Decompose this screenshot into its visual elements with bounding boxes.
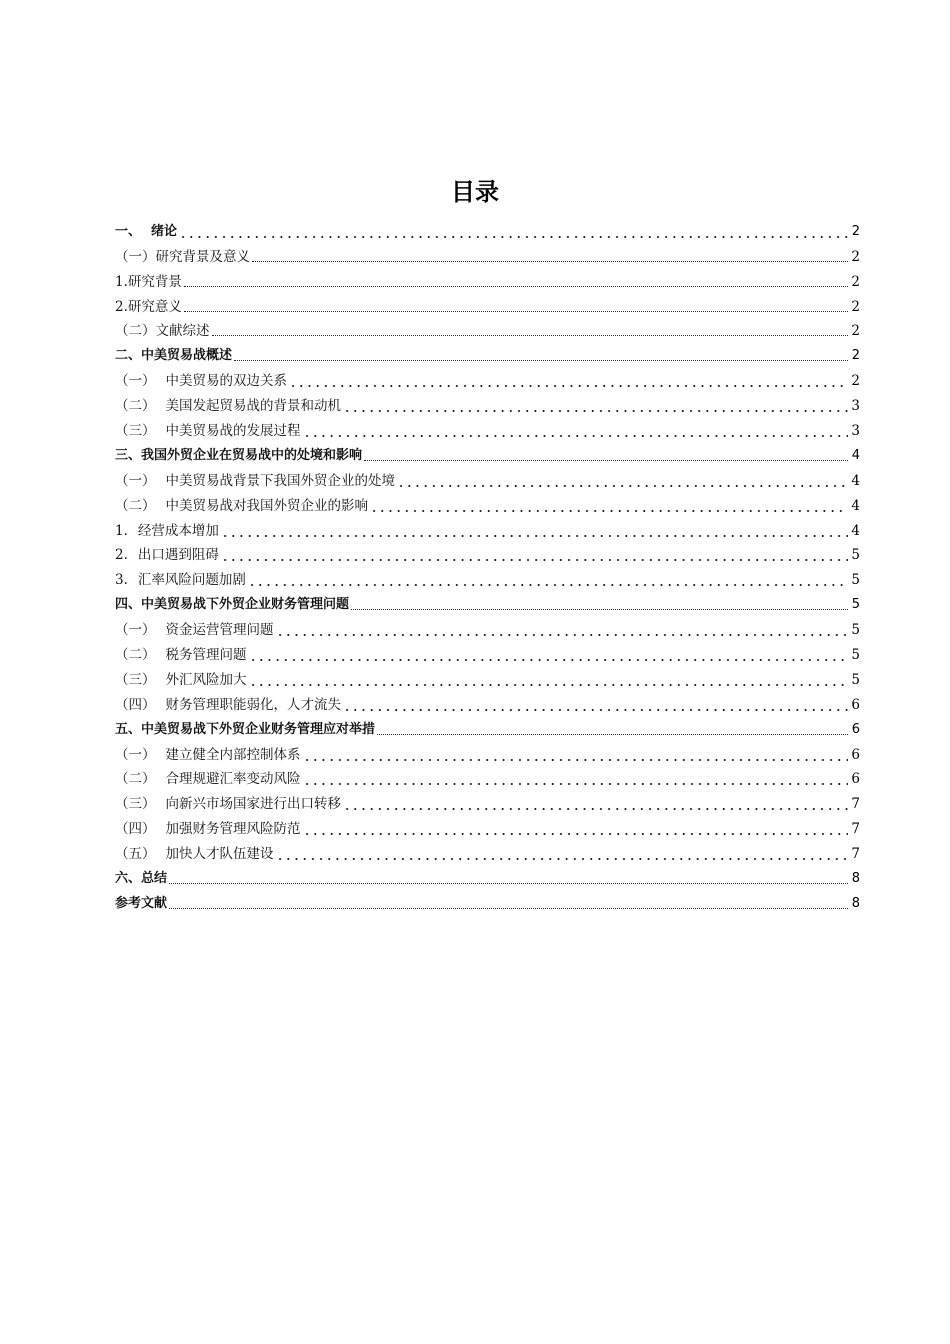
toc-page-number: 7 xyxy=(851,796,860,813)
toc-entry[interactable] xyxy=(115,739,860,764)
toc-entry-title xyxy=(115,422,301,440)
toc-page-number: 2 xyxy=(851,248,860,265)
toc-entry-title xyxy=(115,248,250,266)
toc-entry-number: 三、 xyxy=(115,447,142,463)
toc-entry-number: （一） xyxy=(115,248,156,265)
toc-entry[interactable] xyxy=(115,689,860,714)
dot-leader xyxy=(377,728,848,735)
dot-leader xyxy=(249,648,849,662)
toc-page-number: 6 xyxy=(851,696,860,713)
toc-page-number: 6 xyxy=(851,746,860,763)
toc-page-number: 2 xyxy=(851,223,860,239)
toc-entry-number: 2. xyxy=(115,298,128,315)
toc-entry-number: （一） xyxy=(115,472,156,489)
toc-page-number: 5 xyxy=(851,647,860,664)
toc-entry[interactable] xyxy=(115,788,860,813)
toc-entry-label: 研究背景 xyxy=(127,273,182,290)
toc-entry-number: 1. xyxy=(115,522,128,539)
toc-entry[interactable] xyxy=(115,440,860,465)
dot-leader xyxy=(276,623,849,637)
toc-entry[interactable] xyxy=(115,813,860,838)
toc-entry-label: 中美贸易战概述 xyxy=(141,348,233,364)
toc-entry-label: 绪论 xyxy=(151,223,178,239)
toc-entry[interactable] xyxy=(115,888,860,913)
toc-entry-number: 3. xyxy=(115,572,128,589)
toc-entry-title xyxy=(115,721,375,739)
toc-page-number: 7 xyxy=(851,821,860,838)
toc-entry[interactable] xyxy=(115,216,860,241)
toc-entry-label: 税务管理问题 xyxy=(165,647,247,664)
toc-entry-label: 建立健全内部控制体系 xyxy=(165,746,301,763)
toc-entry-title xyxy=(115,546,219,564)
toc-entry-title xyxy=(115,397,341,415)
toc-entry[interactable] xyxy=(115,365,860,390)
toc-entry-label: 中美贸易战的发展过程 xyxy=(165,423,301,440)
toc-page-number: 2 xyxy=(851,373,860,390)
toc-entry[interactable] xyxy=(115,390,860,415)
toc-entry-label: 参考文献 xyxy=(115,895,168,911)
dot-leader xyxy=(184,280,848,287)
toc-entry-title xyxy=(115,646,247,664)
toc-entry-number: （二） xyxy=(115,398,156,415)
toc-entry[interactable] xyxy=(115,764,860,789)
toc-entry[interactable] xyxy=(115,838,860,863)
toc-entry-label: 加强财务管理风险防范 xyxy=(165,821,301,838)
toc-entry-title xyxy=(115,870,167,888)
toc-entry-title xyxy=(115,571,246,589)
dot-leader xyxy=(303,772,849,786)
page-title: 目录 xyxy=(451,178,499,206)
table-of-contents xyxy=(115,216,860,913)
toc-page-number: 5 xyxy=(851,547,860,564)
toc-entry[interactable] xyxy=(115,863,860,888)
toc-entry-label: 中美贸易的双边关系 xyxy=(165,373,287,390)
toc-entry-label: 中美贸易战下外贸企业财务管理问题 xyxy=(141,597,350,613)
toc-entry[interactable] xyxy=(115,415,860,440)
dot-leader xyxy=(248,573,848,587)
toc-entry[interactable] xyxy=(115,664,860,689)
dot-leader xyxy=(249,673,849,687)
dot-leader xyxy=(343,399,848,413)
dot-leader xyxy=(169,902,848,909)
dot-leader xyxy=(221,548,848,562)
toc-entry-title xyxy=(115,770,301,788)
toc-entry[interactable] xyxy=(115,340,860,365)
dot-leader xyxy=(179,225,848,239)
toc-entry-title xyxy=(115,472,395,490)
toc-entry[interactable] xyxy=(115,515,860,540)
toc-entry-title xyxy=(115,298,182,316)
toc-entry[interactable] xyxy=(115,564,860,589)
toc-page-number: 6 xyxy=(851,721,860,737)
toc-entry-label: 外汇风险加大 xyxy=(165,671,247,688)
toc-page-number: 2 xyxy=(851,298,860,315)
toc-entry-label: 经营成本增加 xyxy=(137,522,219,539)
toc-entry[interactable] xyxy=(115,316,860,341)
dot-leader xyxy=(303,748,849,762)
toc-entry-title xyxy=(115,746,301,764)
toc-entry-number: （三） xyxy=(115,671,156,688)
toc-entry[interactable] xyxy=(115,266,860,291)
dot-leader xyxy=(221,524,848,538)
dot-leader xyxy=(351,603,848,610)
toc-page-number: 5 xyxy=(851,572,860,589)
toc-page-number: 8 xyxy=(851,895,860,911)
toc-page-number: 6 xyxy=(851,771,860,788)
dot-leader xyxy=(343,698,848,712)
dot-leader xyxy=(397,474,848,488)
toc-entry-title xyxy=(115,372,287,390)
toc-entry-number: （三） xyxy=(115,796,156,813)
toc-entry-number: （二） xyxy=(115,771,156,788)
toc-entry-label: 中美贸易战对我国外贸企业的影响 xyxy=(165,497,368,514)
toc-entry[interactable] xyxy=(115,465,860,490)
toc-entry-label: 资金运营管理问题 xyxy=(165,622,274,639)
toc-entry[interactable] xyxy=(115,639,860,664)
dot-leader xyxy=(343,797,848,811)
dot-leader xyxy=(184,305,848,312)
dot-leader xyxy=(289,374,848,388)
toc-entry-title xyxy=(115,671,247,689)
toc-entry-number: 一、 xyxy=(115,223,142,239)
toc-page-number: 5 xyxy=(851,597,860,613)
toc-entry-number: （二） xyxy=(115,323,156,340)
toc-entry-label: 文献综述 xyxy=(155,323,210,340)
toc-entry-label: 研究意义 xyxy=(127,298,182,315)
dot-leader xyxy=(303,424,849,438)
toc-entry-number: 2. xyxy=(115,547,128,564)
dot-leader xyxy=(370,499,848,513)
toc-entry-title xyxy=(115,273,182,291)
toc-entry-number: 二、 xyxy=(115,348,142,364)
toc-entry-label: 汇率风险问题加剧 xyxy=(137,572,246,589)
toc-page-number: 2 xyxy=(851,348,860,364)
toc-entry-number: （五） xyxy=(115,846,156,863)
toc-entry-title xyxy=(115,621,274,639)
toc-entry-title xyxy=(115,347,232,365)
toc-entry-title xyxy=(115,522,219,540)
dot-leader xyxy=(364,454,848,461)
toc-entry-label: 出口遇到阻碍 xyxy=(137,547,219,564)
toc-entry-label: 财务管理职能弱化，人才流失 xyxy=(165,696,341,713)
toc-entry-title xyxy=(115,223,177,241)
toc-page-number: 5 xyxy=(851,671,860,688)
toc-entry-number: （三） xyxy=(115,423,156,440)
toc-entry[interactable] xyxy=(115,540,860,565)
toc-entry-title xyxy=(115,845,274,863)
toc-entry-number: （二） xyxy=(115,497,156,514)
toc-entry-title xyxy=(115,820,301,838)
toc-entry-label: 中美贸易战背景下我国外贸企业的处境 xyxy=(165,472,395,489)
toc-entry-label: 我国外贸企业在贸易战中的处境和影响 xyxy=(141,447,363,463)
toc-entry-number: （一） xyxy=(115,746,156,763)
dot-leader xyxy=(276,847,849,861)
toc-page-number: 4 xyxy=(851,522,860,539)
toc-entry[interactable] xyxy=(115,241,860,266)
toc-entry-number: （四） xyxy=(115,696,156,713)
toc-entry-label: 美国发起贸易战的背景和动机 xyxy=(165,398,341,415)
toc-page-number: 3 xyxy=(851,423,860,440)
toc-entry-title xyxy=(115,497,368,515)
toc-entry-title xyxy=(115,322,210,340)
dot-leader xyxy=(169,877,848,884)
toc-entry-number: 六、 xyxy=(115,871,142,887)
toc-entry[interactable] xyxy=(115,490,860,515)
dot-leader xyxy=(303,822,849,836)
toc-entry[interactable] xyxy=(115,714,860,739)
toc-entry-title xyxy=(115,795,341,813)
toc-entry-number: （二） xyxy=(115,647,156,664)
toc-page-number: 3 xyxy=(851,398,860,415)
dot-leader xyxy=(252,255,848,262)
toc-entry[interactable] xyxy=(115,589,860,614)
toc-entry-label: 总结 xyxy=(141,871,168,887)
toc-page-number: 2 xyxy=(851,323,860,340)
toc-entry-label: 向新兴市场国家进行出口转移 xyxy=(165,796,341,813)
toc-page-number: 4 xyxy=(851,447,860,463)
dot-leader xyxy=(212,329,849,336)
dot-leader xyxy=(234,354,848,361)
toc-page-number: 8 xyxy=(851,871,860,887)
toc-entry-number: 1. xyxy=(115,273,128,290)
toc-page-number: 4 xyxy=(851,472,860,489)
toc-page-number: 2 xyxy=(851,273,860,290)
toc-page-number: 7 xyxy=(851,846,860,863)
toc-entry-title xyxy=(115,596,349,614)
toc-entry-label: 合理规避汇率变动风险 xyxy=(165,771,301,788)
toc-entry-number: （一） xyxy=(115,373,156,390)
toc-entry-label: 中美贸易战下外贸企业财务管理应对举措 xyxy=(141,721,376,737)
toc-page-number: 5 xyxy=(851,622,860,639)
toc-entry-number: （四） xyxy=(115,821,156,838)
toc-page-number: 4 xyxy=(851,497,860,514)
toc-entry[interactable] xyxy=(115,291,860,316)
toc-entry-label: 研究背景及意义 xyxy=(155,248,250,265)
toc-entry-title xyxy=(115,696,341,714)
toc-entry-title xyxy=(115,895,167,913)
toc-entry-label: 加快人才队伍建设 xyxy=(165,846,274,863)
toc-entry-number: 五、 xyxy=(115,721,142,737)
toc-entry-title xyxy=(115,447,362,465)
toc-entry[interactable] xyxy=(115,614,860,639)
toc-entry-number: 四、 xyxy=(115,597,142,613)
toc-entry-number: （一） xyxy=(115,622,156,639)
